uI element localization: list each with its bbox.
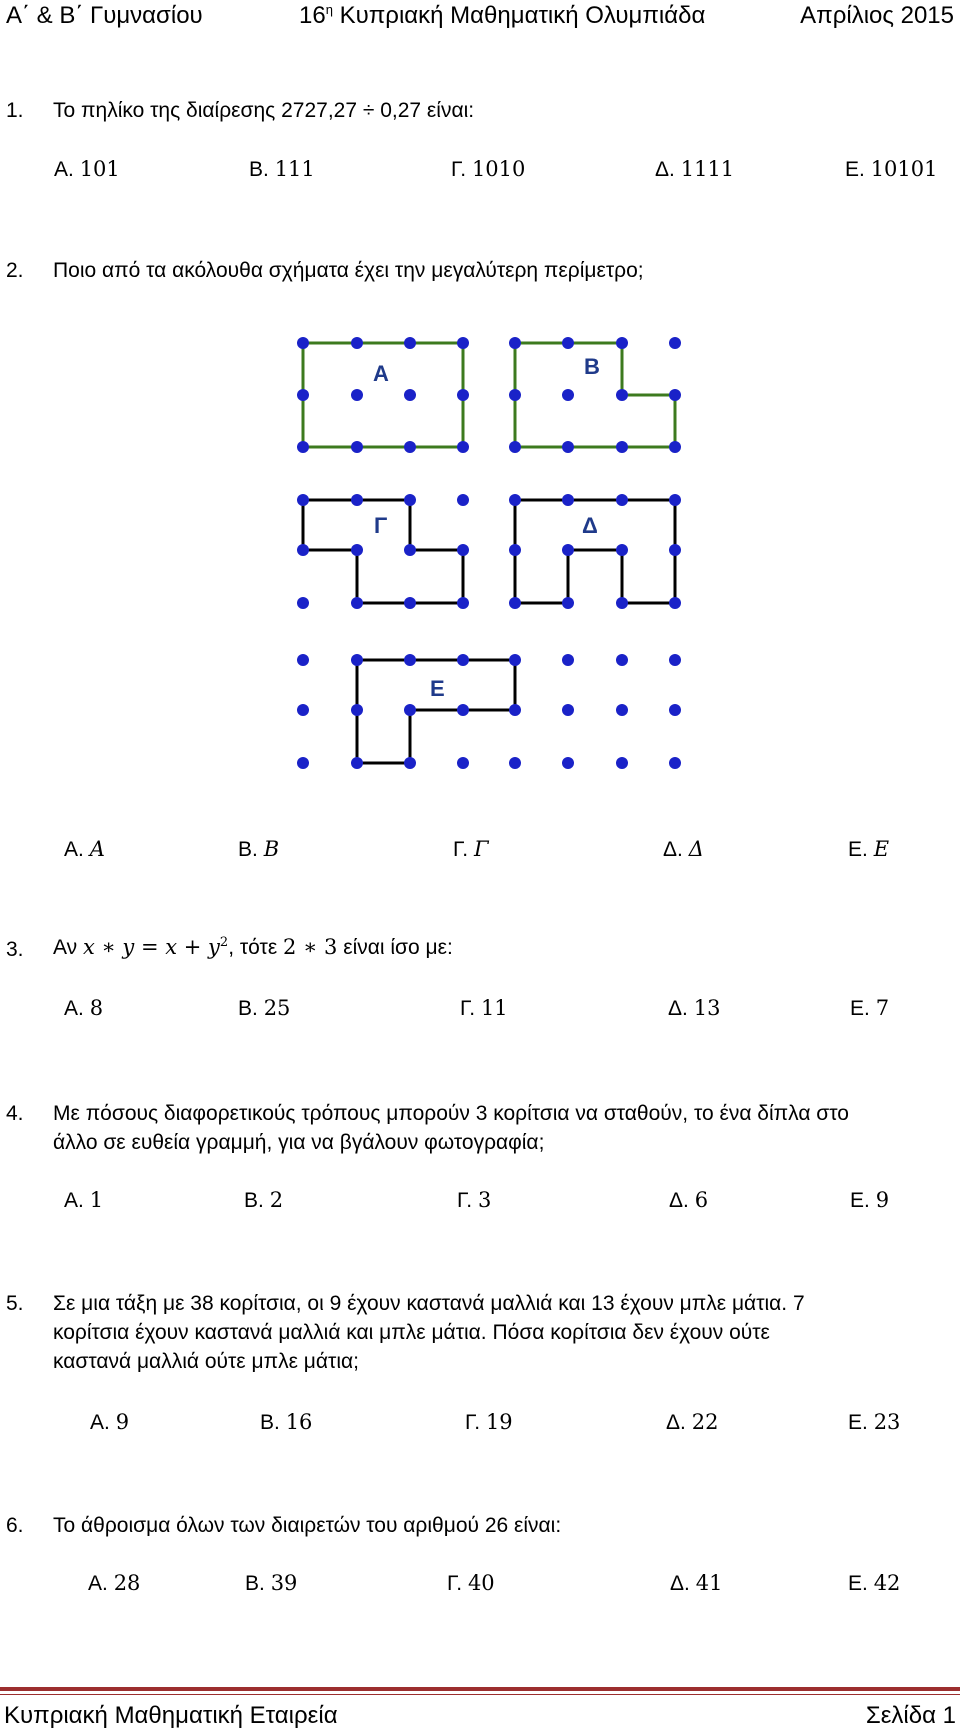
grid-dot bbox=[669, 757, 681, 769]
grid-dot bbox=[562, 337, 574, 349]
grid-dot bbox=[297, 704, 309, 716]
grid-dot bbox=[616, 337, 628, 349]
grid-dot bbox=[669, 704, 681, 716]
grid-dot bbox=[562, 441, 574, 453]
grid-dot bbox=[457, 704, 469, 716]
q3-option-b: Β. 25 bbox=[238, 996, 291, 1020]
grid-dot bbox=[509, 544, 521, 556]
grid-dot bbox=[562, 704, 574, 716]
header-right: Απρίλιος 2015 bbox=[800, 2, 954, 29]
grid-dot bbox=[404, 757, 416, 769]
q4-option-c: Γ. 3 bbox=[457, 1188, 492, 1212]
q2-option-d: Δ. Δ bbox=[663, 837, 704, 861]
grid-dot bbox=[509, 704, 521, 716]
grid-dot bbox=[669, 597, 681, 609]
grid-dot bbox=[404, 654, 416, 666]
q4-option-d: Δ. 6 bbox=[669, 1188, 709, 1212]
grid-dot bbox=[616, 494, 628, 506]
question-3-text: Αν x ∗ $y = x + y^2$, τότε 2 ∗ 3 είναι ίσο με: bbox=[53, 935, 453, 959]
q5-option-d: Δ. 22 bbox=[666, 1410, 719, 1434]
q6-option-e: Ε. 42 bbox=[848, 1571, 901, 1595]
q5-option-c: Γ. 19 bbox=[465, 1410, 513, 1434]
q2-option-e: Ε. Ε bbox=[848, 837, 890, 861]
q5-option-a: Α. 9 bbox=[90, 1410, 130, 1434]
question-5-line-1: Σε μια τάξη με 38 κορίτσια, οι 9 έχουν καστανά μαλλιά και 13 έχουν μπλε μάτια. 7 bbox=[53, 1292, 805, 1315]
grid-dot bbox=[457, 544, 469, 556]
grid-dot bbox=[669, 654, 681, 666]
q2-option-b: Β. Β bbox=[238, 837, 280, 861]
shape-gamma bbox=[303, 500, 463, 603]
shape-b bbox=[515, 343, 675, 447]
grid-dot bbox=[509, 441, 521, 453]
grid-dot bbox=[457, 757, 469, 769]
q2-option-a: Α. Α bbox=[64, 837, 105, 861]
grid-dot bbox=[297, 389, 309, 401]
question-3-number: 3. bbox=[6, 938, 24, 961]
grid-dot bbox=[562, 494, 574, 506]
question-6-number: 6. bbox=[6, 1514, 24, 1537]
shape-a-label: Α bbox=[373, 361, 389, 386]
q3-option-a: Α. 8 bbox=[64, 996, 104, 1020]
q1-option-a: Α. 101 bbox=[54, 157, 120, 181]
question-6-text: Το άθροισμα όλων των διαιρετών του αριθμού 26 είναι: bbox=[53, 1514, 562, 1537]
question-2-text: Ποιο από τα ακόλουθα σχήματα έχει την μεγαλύτερη περίμετρο; bbox=[53, 259, 644, 282]
grid-dot bbox=[669, 494, 681, 506]
grid-dot bbox=[351, 654, 363, 666]
q5-option-b: Β. 16 bbox=[260, 1410, 313, 1434]
q4-option-b: Β. 2 bbox=[244, 1188, 284, 1212]
grid-dot bbox=[562, 389, 574, 401]
shape-delta-label: Δ bbox=[582, 513, 598, 538]
grid-dot bbox=[562, 757, 574, 769]
grid-dot bbox=[404, 494, 416, 506]
shape-a bbox=[303, 343, 463, 447]
grid-dot bbox=[457, 654, 469, 666]
grid-dot bbox=[509, 597, 521, 609]
grid-dot bbox=[351, 544, 363, 556]
shape-epsilon bbox=[357, 660, 515, 763]
q1-option-c: Γ. 1010 bbox=[451, 157, 526, 181]
q2-option-c: Γ. Γ bbox=[453, 837, 489, 861]
grid-dot bbox=[404, 597, 416, 609]
question-4-number: 4. bbox=[6, 1102, 24, 1125]
grid-dot bbox=[457, 441, 469, 453]
grid-dot bbox=[616, 544, 628, 556]
grid-dot bbox=[616, 654, 628, 666]
grid-dot bbox=[404, 337, 416, 349]
question-4-line-1: Με πόσους διαφορετικούς τρόπους μπορούν 3 κορίτσια να σταθούν, το ένα δίπλα στο bbox=[53, 1102, 849, 1125]
footer-left: Κυπριακή Μαθηματική Εταιρεία bbox=[4, 1702, 338, 1729]
q5-option-e: Ε. 23 bbox=[848, 1410, 901, 1434]
q1-option-e: Ε. 10101 bbox=[845, 157, 938, 181]
shape-b-label: Β bbox=[584, 354, 600, 379]
grid-dot bbox=[404, 441, 416, 453]
q4-option-e: Ε. 9 bbox=[850, 1188, 890, 1212]
grid-dot bbox=[457, 597, 469, 609]
q3-option-c: Γ. 11 bbox=[460, 996, 508, 1020]
grid-dot bbox=[457, 389, 469, 401]
grid-dot bbox=[404, 704, 416, 716]
grid-dot bbox=[457, 494, 469, 506]
q3-option-d: Δ. 13 bbox=[668, 996, 721, 1020]
grid-dot bbox=[297, 441, 309, 453]
grid-dot bbox=[351, 757, 363, 769]
question-1-number: 1. bbox=[6, 99, 24, 122]
grid-dot bbox=[351, 441, 363, 453]
grid-dot bbox=[669, 544, 681, 556]
grid-dot bbox=[616, 389, 628, 401]
grid-dot bbox=[562, 544, 574, 556]
grid-dot bbox=[669, 389, 681, 401]
grid-dot bbox=[509, 389, 521, 401]
grid-dot bbox=[562, 597, 574, 609]
grid-dots bbox=[297, 337, 681, 769]
q4-option-a: Α. 1 bbox=[64, 1188, 104, 1212]
grid-dot bbox=[404, 544, 416, 556]
grid-dot bbox=[351, 597, 363, 609]
header-left: Α΄ & Β΄ Γυμνασίου bbox=[6, 2, 203, 29]
grid-dot bbox=[351, 389, 363, 401]
grid-dot bbox=[297, 757, 309, 769]
grid-dot bbox=[351, 494, 363, 506]
grid-dot bbox=[669, 337, 681, 349]
question-5-line-3: καστανά μαλλιά ούτε μπλε μάτια; bbox=[53, 1350, 359, 1373]
q1-option-d: Δ. 1111 bbox=[655, 157, 735, 181]
grid-dot bbox=[351, 704, 363, 716]
grid-dot bbox=[297, 494, 309, 506]
grid-dot bbox=[616, 704, 628, 716]
shape-epsilon-label: Ε bbox=[430, 676, 445, 701]
footer-rule-thin bbox=[0, 1694, 960, 1695]
shapes-figure bbox=[0, 0, 960, 800]
grid-dot bbox=[616, 441, 628, 453]
grid-dot bbox=[351, 337, 363, 349]
shape-delta bbox=[515, 500, 675, 603]
q6-option-b: Β. 39 bbox=[245, 1571, 298, 1595]
grid-dot bbox=[669, 441, 681, 453]
question-1-text: Το πηλίκο της διαίρεσης 2727,27 ÷ 0,27 είναι: bbox=[53, 99, 475, 122]
footer-rule-thick bbox=[0, 1687, 960, 1691]
question-5-number: 5. bbox=[6, 1292, 24, 1315]
grid-dot bbox=[297, 337, 309, 349]
q6-option-d: Δ. 41 bbox=[670, 1571, 723, 1595]
q6-option-c: Γ. 40 bbox=[447, 1571, 495, 1595]
grid-dot bbox=[509, 337, 521, 349]
grid-dot bbox=[509, 654, 521, 666]
header-center: $16^\eta$ Κυπριακή Μαθηματική Ολυμπιάδα bbox=[299, 2, 706, 29]
footer-right: Σελίδα 1 bbox=[865, 1702, 956, 1729]
question-5-line-2: κορίτσια έχουν καστανά μαλλιά και μπλε μάτια. Πόσα κορίτσια δεν έχουν ούτε bbox=[53, 1321, 770, 1344]
q3-option-e: Ε. 7 bbox=[850, 996, 890, 1020]
grid-dot bbox=[404, 389, 416, 401]
grid-dot bbox=[457, 337, 469, 349]
shape-gamma-label: Γ bbox=[374, 513, 388, 538]
question-4-line-2: άλλο σε ευθεία γραμμή, για να βγάλουν φωτογραφία; bbox=[53, 1131, 545, 1154]
q6-option-a: Α. 28 bbox=[88, 1571, 141, 1595]
q1-option-b: Β. 111 bbox=[249, 157, 315, 181]
grid-dot bbox=[297, 597, 309, 609]
grid-dot bbox=[509, 757, 521, 769]
grid-dot bbox=[297, 654, 309, 666]
grid-dot bbox=[616, 757, 628, 769]
grid-dot bbox=[509, 494, 521, 506]
grid-dot bbox=[562, 654, 574, 666]
question-2-number: 2. bbox=[6, 259, 24, 282]
grid-dot bbox=[616, 597, 628, 609]
grid-dot bbox=[297, 544, 309, 556]
